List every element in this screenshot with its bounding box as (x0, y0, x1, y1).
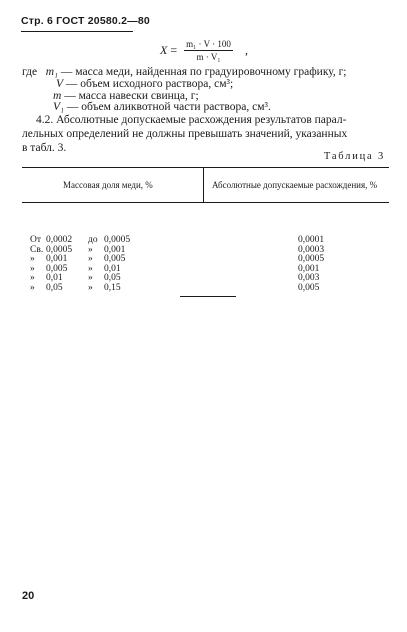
formula-fraction (184, 39, 233, 62)
formula-numerator: m₁ · V · 100 (186, 38, 231, 49)
row-to: 0,005 (104, 254, 126, 265)
row-sep: » (88, 263, 93, 274)
paragraph-line: в табл. 3. (22, 142, 67, 154)
row-prefix: » (30, 273, 35, 284)
row-from: 0,0005 (46, 244, 73, 255)
clause-paragraph (22, 113, 390, 155)
definition-symbol: m₁ (45, 66, 59, 78)
definition-intro: где (22, 66, 38, 78)
table-caption: Таблица 3 (323, 151, 385, 162)
definition-symbol: V₁ (53, 101, 65, 113)
row-to: 0,001 (104, 244, 126, 255)
row-prefix: Св. (30, 244, 44, 255)
row-from: 0,0002 (46, 235, 73, 245)
formula-lhs: X (160, 42, 168, 57)
table-column-divider (203, 167, 204, 202)
row-sep: » (88, 282, 93, 293)
row-sep: до (88, 235, 98, 245)
row-to: 0,01 (104, 263, 121, 274)
end-rule (180, 296, 236, 297)
row-sep: » (88, 244, 93, 255)
table-header-rule (22, 202, 389, 203)
formula (160, 38, 248, 62)
table-cell-value: 0,003 (298, 273, 320, 284)
table-row (30, 284, 130, 294)
row-to: 0,05 (104, 273, 121, 284)
table-top-rule (22, 167, 389, 168)
table-col2-header: Абсолютные допускаемые расхождения, % (212, 180, 378, 190)
table-cell-value: 0,0005 (298, 254, 325, 265)
formula-comma: , (244, 42, 248, 57)
formula-equals: = (170, 42, 178, 57)
table-cell-value: 0,0003 (298, 244, 325, 255)
row-from: 0,005 (46, 263, 68, 274)
definition-symbol: m (53, 90, 62, 102)
row-prefix: От (30, 235, 42, 245)
row-from: 0,001 (46, 254, 68, 265)
table-col1-header: Массовая доля меди, % (63, 180, 153, 190)
definition-symbol: V (56, 78, 64, 90)
row-prefix: » (30, 263, 35, 274)
row-sep: » (88, 254, 93, 265)
definition-text: — масса меди, найденная по градуировочному графику, г; (58, 66, 347, 78)
page-header: Стр. 6 ГОСТ 20580.2—80 (21, 15, 150, 27)
table-cell-value: 0,001 (298, 263, 320, 274)
row-from: 0,05 (46, 282, 63, 293)
page-number: 20 (22, 590, 35, 602)
formula-denominator: m · V₁ (196, 51, 221, 62)
row-prefix: » (30, 254, 35, 265)
row-to: 0,15 (104, 282, 121, 293)
paragraph-line: 4.2. Абсолютные допускаемые расхождения результатов парал- (36, 114, 347, 126)
row-to: 0,0005 (104, 235, 131, 245)
table-cell-value: 0,005 (298, 282, 320, 293)
table-range-column (30, 236, 130, 294)
row-sep: » (88, 273, 93, 284)
definition-text: — объем исходного раствора, см³; (63, 78, 234, 90)
definition-text: — объем аликвотной части раствора, см³. (64, 101, 271, 113)
row-prefix: » (30, 282, 35, 293)
table-tolerance-column (298, 236, 324, 294)
row-from: 0,01 (46, 273, 63, 284)
definition-text: — масса навески свинца, г; (61, 90, 199, 102)
paragraph-line: лельных определений не должны превышать значений, указанных (22, 128, 348, 140)
table-cell-value: 0,0001 (298, 235, 325, 245)
header-underline (21, 31, 133, 32)
